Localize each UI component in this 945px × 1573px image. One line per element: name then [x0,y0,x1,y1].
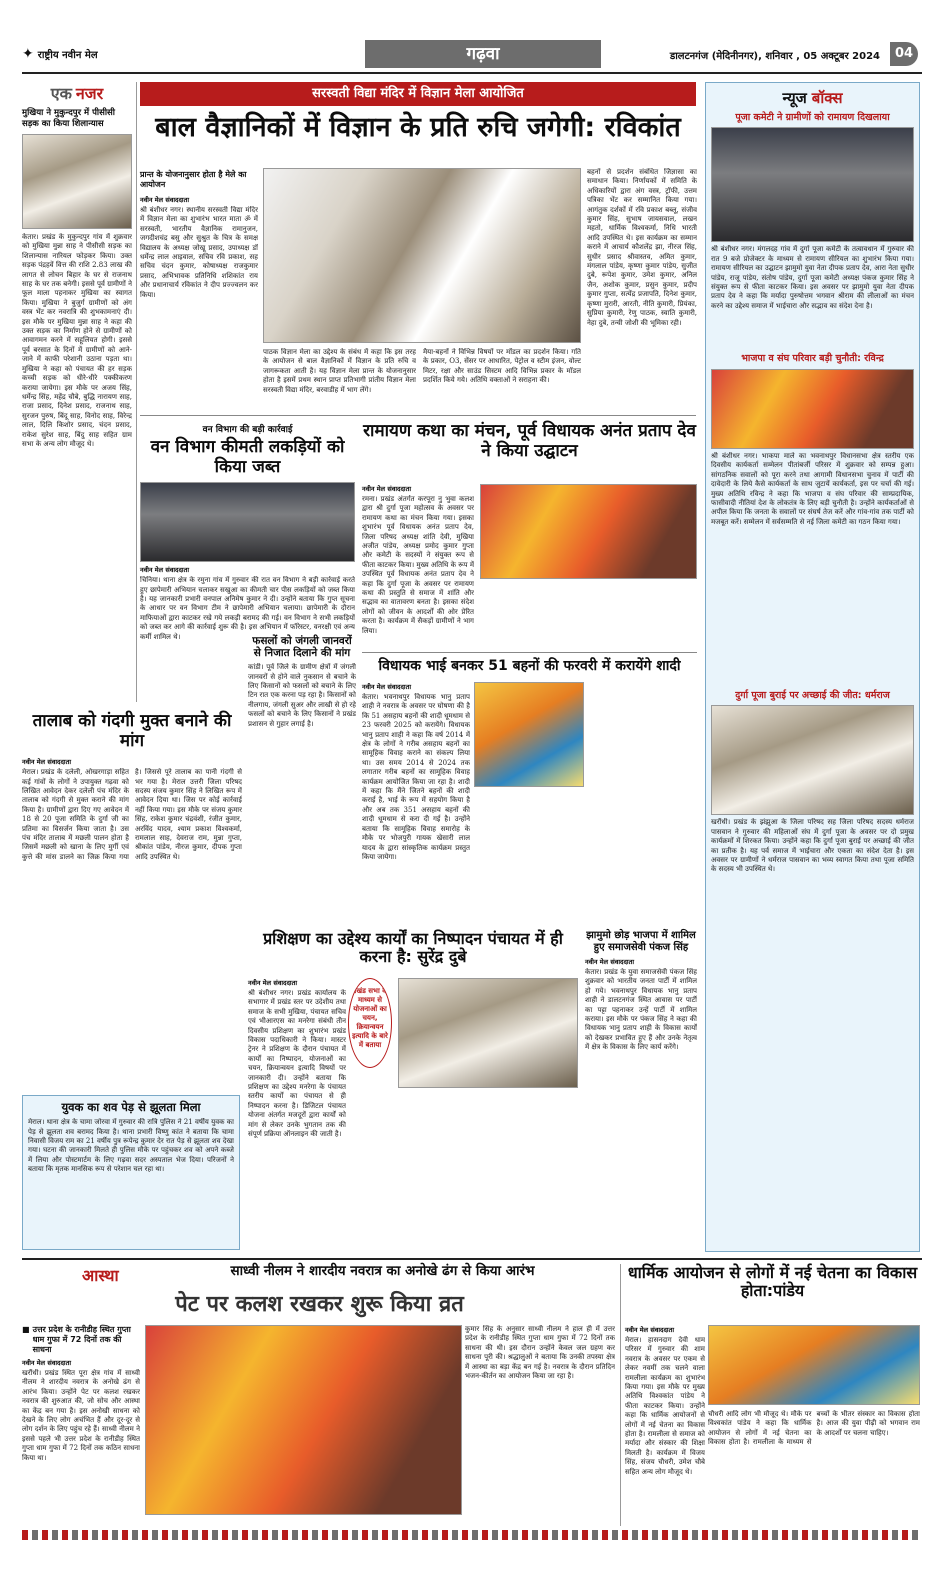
jmm-article [585,930,697,1250]
top-story-body-a: श्री बंशीधर नगर। स्थानीय सरस्वती विद्या मंदिर में विज्ञान मेला का शुभारंभ भारत माता ॐ में सरस्वती, भारतीय वैज्ञानिक रामानुजन, जगदीशचंद्र बसु और सुश्रुत के चित्र के समक्ष विद्यालय के अध्यक्ष जोखू प्रसाद, उपाध्यक्ष डॉ धर्मेन्द्र लाल आइवाल, सचिव रवि प्रकाश, सह सचिव चंदन कुमार, कोषाध्यक्ष राजकुमार प्रसाद, अभिभावक प्रतिनिधि शशिकांत राय और प्रधानाचार्य रविकांत ने दीप प्रज्ज्वलन कर किया। [140,206,258,299]
news-item1-photo [711,127,914,242]
suicide-body: मेराल। थाना क्षेत्र के चामा जोरवा में गुरुवार की रात्रि पुलिस ने 21 वर्षीय युवक का पेड़ से झूलता शव बरामद किया है। थाना प्रभारी विष्णु कांत ने बताया कि चामा निवासी विजय राम का 21 वर्षीय पुत्र रूपेन्द्र कुमार देर रात पेड़ से झूलता शव देखा गया। घटना की जानकारी मिलते ही पुलिस मौके पर पहुंचकर शव को अपने कब्जे में लिया और पोस्टमार्टम के लिए गढ़वा सदर अस्पताल भेज दिया। परिजनों ने बताया कि मृतक मानसिक रूप से परेशान चल रहा था। [28,1118,234,1174]
ramayan-photo [480,484,697,579]
aastha-body-2: कुमार सिंह के अनुसार साध्वी नीलम ने हाल ही में उत्तर प्रदेश के रानीडीह स्थित गुप्ता धाम गुफा में 72 दिनों तक साधना की थी। इस दौरान उन्होंने केवल जल ग्रहण कर साधना पूरी की। श्रद्धालुओं ने बताया कि उनकी तपस्या क्षेत्र में आस्था का बड़ा केंद्र बन गई है। नवरात्र के दौरान प्रतिदिन भजन-कीर्तन का आयोजन किया जा रहा है। [465,1325,615,1381]
page-number: 04 [890,42,918,66]
pond-byline: नवीन मेल संवाददाता [22,758,71,767]
wedding-body: केतार। भवनाथपुर विधायक भानु प्रताप शाही ने नवरात्र के अवसर पर घोषणा की है कि 51 असहाय बहनों की शादी धूमधाम से 23 फरवरी 2025 को करायेंगे। विधायक भानु प्रताप शाही ने कहा कि वर्ष 2014 में क्षेत्र के लोगों ने गरीब असहाय बहनों का सामूहिक विवाह कराने का संकल्प लिया था। उस समय 2014 से 2024 तक लगातार गरीब बहनों का सामूहिक विवाह कार्यक्रम आयोजित किया जा रहा है। शादी में कहा कि मैंने जितने बहनों की शादी कराई है, भाई के रूप में सहयोग किया है और अब तक 351 असहाय बहनों की शादी धूमधाम से करा दी गई है। उन्होंने बताया कि सामूहिक विवाह समारोह के मौके पर भोजपुरी गायक खेसारी लाल यादव के द्वारा सांस्कृतिक कार्यक्रम प्रस्तुत किया जायेगा। [362,693,470,861]
aastha-byline: नवीन मेल संवाददाता [22,1359,71,1367]
top-story-subhead-text: प्रान्त के योजनानुसार होता है मेले का आयोजन [140,170,247,189]
forest-photo [140,482,355,562]
news-box-panel [705,82,920,1252]
dateline: डालटनगंज (मेदिनीनगर), शनिवार , 05 अक्टूबर 2024 [669,51,880,62]
bottom-rule [22,1258,922,1260]
aastha-headline: पेट पर कलश रखकर शुरू किया व्रत [175,1292,464,1317]
ek-nazar-panel [22,82,132,707]
pond-headline: तालाब को गंदगी मुक्त बनाने की मांग [32,711,232,751]
forest-article [140,422,355,641]
square-bullet-icon: ■ [22,1325,30,1334]
top-story-body-d: बहनों से प्रदर्शन संबंधित जिज्ञासा का समाधान किया। निर्णायकों में समिति के अधिकारियों द्वारा अंग वस्त्र, ट्रॉफी, उत्तम पत्रिका भेंट कर सम्मानित किया गया। आगंतुक दर्शकों में रवि प्रकाश बब्लू, संजीव कुमार सिंह, सुभाष जायसवाल, लखन महतो, धार्मिक विश्वकर्मा, निधि भारती आदि उपस्थित थे। इस कार्यक्रम का सम्मान कराने में आचार्य कौशलेंद्र झा, नीरज सिंह, सुधीर प्रसाद श्रीवास्तव, अमित कुमार, मंगलाल पांडेय, कृष्णा कुमार पांडेय, सुजीत दुबे, रूपेश कुमार, उमेश कुमार, अनिल जैन, अशोक कुमार, प्रसुन कुमार, प्रदीप कुमार गुप्ता, सत्येंद्र प्रजापति, दिनेश कुमार, कृष्णा मुरारी, आरती, नीति कुमारी, प्रियंका, सुप्रिया कुमारी, रेणु पाठक, स्वाति कुमारी, नेहा दुबे, तन्वी जोशी की भूमिका रही। [587,168,697,327]
ek-nazar-heading [22,82,132,104]
brand-name: राष्ट्रीय नवीन मेल [37,50,98,61]
dharmik-body-2: चौधरी आदि लोग भी मौजूद थे। मौके पर विश्वकांत पांडेय ने कहा कि धार्मिक आयोजन से लोगों में नई चेतना का विकास होता है। रामलीला के माध्यम से बच्चों के भीतर संस्कार का विकास होता है। आज की युवा पीढ़ी को भगवान राम के आदर्शों पर चलना चाहिए। [708,1410,920,1447]
wedding-article [362,658,697,880]
aastha-kicker: साध्वी नीलम ने शारदीय नवरात्र का अनोखे ढंग से किया आरंभ [230,1263,535,1279]
aastha-sub-text: उत्तर प्रदेश के रानीडीह स्थित गुप्ता धाम गुफा में 72 दिनों तक की साधना [32,1325,131,1354]
training-headline: प्रशिक्षण का उद्देश्य कार्यों का निष्पादन पंचायत में ही करना है: सुरेंद्र दुबे [263,929,563,967]
dharmik-photo [708,1325,920,1405]
top-story-body-c: मैया-बहनों ने विभिन्न विषयों पर मॉडल का प्रदर्शन किया। गति के प्रकार, O3, सेंसर पर आधारित, पेट्रोल व स्टीम इंजन, वोल्ट मिटर, रक्षा और साउंड सिस्टम आदि विभिन्न प्रकार के मॉडल प्रदर्शित किये गये। अतिथि वक्ताओं ने सराहना की। [423,348,581,385]
training-article [248,930,578,1250]
training-text-col [248,978,346,1249]
forest-headline: वन विभाग कीमती लकड़ियों को किया जब्त [150,437,345,477]
ramayan-article [362,422,697,650]
top-story-subhead [140,170,258,442]
top-story-photo [263,168,581,343]
nazar-label: नजर [75,84,104,103]
news-item2-photo [711,369,914,449]
training-photo [398,978,578,1088]
wedding-text-col [362,682,470,878]
jmm-body: केतार। प्रखंड के युवा समाजसेवी पंकज सिंह शुक्रवार को भारतीय जनता पार्टी में शामिल हो गये। भवनाथपुर विधायक भानु प्रताप शाही ने डालटनगंज स्थित आवास पर पार्टी का पट्टा पहनाकर उन्हें पार्टी में शामिल कराया। इस मौके पर पंकज सिंह ने कहा की विधायक भानु प्रताप शाही के विकास कार्यों को देखकर प्रभावित हुए हैं और उनके नेतृत्व में क्षेत्र के विकास के लिए कार्य करेंगे। [585,968,697,1052]
news-item3-headline: दुर्गा पूजा बुराई पर अच्छाई की जीत: धर्मराज [735,689,890,701]
news-item1-headline: पूजा कमेटी ने ग्रामीणों को रामायण दिखलाया [735,112,890,123]
dharmik-headline: धार्मिक आयोजन से लोगों में नई चेतना का विकास होता:पांडेय [627,1263,918,1301]
box-label: बॉक्स [811,89,843,107]
jmm-headline: झामुमो छोड़ भाजपा में शामिल हुए समाजसेवी पंकज सिंह [586,930,696,953]
section-label: गढ़वा [365,40,601,68]
ek-nazar-body: केतार। प्रखंड के मुकुन्दपुर गांव में शुक्रवार को मुखिया मुन्ना साह ने पीसीसी सड़क का शिलान्यास नारियल फोड़कर किया। उक्त सड़क पंद्रहवें वित्त की राशि 2.83 लाख की लागत से लोचन बिहार के घर से राजनाथ साह के घर तक बनेगी। इससे पूर्व ग्रामीणों ने फूल माला पहनाकर मुखिया का स्वागत किया। मुखिया ने बुजुर्ग ग्रामीणों को अंग वस्त्र भेंट कर नवरात्रि की शुभकामनाएं दी। इस मौके पर मुखिया मुन्ना साह ने कहा की उक्त सड़क का निर्माण होने से ग्रामीणों को आवागमन करने में सहूलियत होगी। इससे पूर्व बरसात के दिनों में ग्रामीणों को आने-जाने में काफी परेशानी उठाना पड़ता था। मुखिया ने कहा को पंचायत की हर सड़क कच्ची सड़क को धीरे-धीरे पक्कीकरण कराया जायेगा। इस मौके पर अजय सिंह, धर्मेन्द्र सिंह, महेंद्र चौबे, बुद्धि नारायण साह, राजा प्रसाद, दिनेश प्रसाद, राजनाथ साह, सुरजन पुरुष, बिंदू साह, विनोद साह, विरेन्द्र लाल, दिलि किशोर प्रसाद, चंदन प्रसाद, राकेश सुरेश साह, बिंदु साह सहित ग्राम सभा के अन्य लोग मौजूद थे। [22,233,132,448]
fox-body: कांडी। पूर्व जिले के ग्रामीण क्षेत्रों में जंगली जानवरों से होने वाले नुकसान से बचाने के लिए किसानों को फसलों को बचाने के लिए टिन रात एक करना पड़ रहा है। किसानों को नीलगाय, जंगली सुअर और लाखी से हो रहे फसलों को बचाने के लिए किसानों ने प्रखंड प्रशासन से गुहार लगाई है। [248,663,356,728]
news-item3-photo [711,705,914,815]
ek-nazar-headline: मुखिया ने मुकुन्दपुर में पीसीसी सड़क का किया शिलान्यास [22,108,115,129]
news-box-heading [711,88,914,108]
aastha-label: आस्था [82,1266,119,1285]
news-item3-body: खरौंधी। प्रखंड के झंझुआ के जिला परिषद सह जिला परिषद सदस्य धर्मराज पासवान ने गुरुवार की महिलाओं संघ में दुर्गा पूजा के अवसर पर दो प्रमुख कार्यक्रमों में शिरकत किया। उन्होंने कहा कि दुर्गा पूजा बुराई पर अच्छाई की जीत का प्रतीक है। यह पर्व समाज में भाईचारा और एकता का संदेश देता है। इस अवसर पर ग्रामीणों ने धर्मराज पासवान का भव्य स्वागत किया तथा पूजा समिति के सदस्य भी उपस्थित थे। [711,818,914,874]
bird-icon: ✦ [22,46,34,62]
forest-kicker: वन विभाग की बड़ी कार्रवाई [202,425,293,435]
top-story-kicker: सरस्वती विद्या मंदिर में विज्ञान मेला आयोजित [140,82,696,106]
training-body: श्री बंशीधर नगर। प्रखंड कार्यालय के सभागार में प्रखंड स्तर पर उदेशीय तथा समाज के सभी मुखिया, पंचायत सचिव एवं भीआरएस का मनरेगा संबंधी तीन दिवसीय प्रशिक्षण का शुभारंभ प्रखंड विकास पदाधिकारी ने किया। मास्टर ट्रेनर ने प्रशिक्षण के दौरान पंचायत में कार्यों का निष्पादन, योजनाओं का चयन, क्रियान्वयन इत्यादि विषयों पर जानकारी दी। उन्होंने बताया कि प्रशिक्षण का उद्देश्य मनरेगा के पंचायत स्तरीय कार्यों का पंचायत से ही निष्पादन करना है। डिजिटल पंचायत योजना अंतर्गत मजदूरों द्वारा कार्यों को मांग से लेकर उनके भुगतान तक की संपूर्ण प्रक्रिया ऑनलाइन की जाती है। [248,989,346,1139]
ramayan-byline: नवीन मेल संवाददाता [362,485,411,493]
fox-article [248,635,356,785]
news-label: न्यूज [782,89,807,107]
aastha-sub [22,1325,140,1355]
top-story-headline: बाल वैज्ञानिकों में विज्ञान के प्रति रुचि जगेगी: रविकांत [155,112,681,143]
training-byline: नवीन मेल संवाददाता [248,979,297,987]
suicide-headline: युवक का शव पेड़ से झूलता मिला [61,1100,201,1114]
ramayan-rule [362,652,697,653]
wedding-photo [474,682,584,787]
forest-body: चिनिया। थाना क्षेत्र के रमुना गांव में गुरुवार की रात वन विभाग ने बड़ी कार्रवाई करते हुए छापेमारी अभियान चलाकर सखुआ का कीमती चार पीस लकड़ियों को जब्त किया है। यह जानकारी प्रभारी वनपाल अनिमेष कुमार ने दी। उन्होंने बताया कि गुप्त सूचना के आधार पर वन विभाग टीम ने छापेमारी अभियान चलाया। छापेमारी के दौरान माफियाओं द्वारा काटकर रखे गये लकड़ी बरामद की गई। वन विभाग ने सभी लकड़ियों को जब्त कर आगे की कार्रवाई शुरू की है। इस अभियान में फॉरेस्टर, वनरक्षी एवं अन्य कर्मी शामिल थे। [140,576,355,641]
dharmik-body: मेराल। हासनदाग देवी धाम परिसर में गुरुवार की शाम नवरात्र के अवसर पर एकम से लेकर नवमीं तक चलने वाला रामलीला कार्यक्रम का शुभारंभ किया गया। इस मौके पर मुख्य अतिथि विश्वकांत पांडेय ने फीता काटकर किया। उन्होंने कहा कि धार्मिक आयोजनों से लोगों में नई चेतना का विकास होता है। रामलीला से समाज को मर्यादा और संस्कार की शिक्षा मिलती है। कार्यक्रम में विजय सिंह, संजय चौधरी, उमेश चौबे सहित अन्य लोग मौजूद थे। [625,1336,705,1476]
wedding-byline: नवीन मेल संवाददाता [362,683,411,691]
fox-headline: फसलों को जंगली जानवरों से निजात दिलाने की मांग [252,635,352,660]
wedding-headline: विधायक भाई बनकर 51 बहनों की फरवरी में करायेंगे शादी [378,658,681,674]
suicide-box [22,1095,240,1250]
masthead-rule [22,72,922,74]
bottom-col-divider [620,1264,621,1526]
ek-label: एक [50,84,72,103]
ramayan-text-col [362,484,474,645]
pond-article [22,712,242,937]
ek-nazar-photo [22,134,132,229]
top-story-body-b: पाठक विज्ञान मेला का उद्देश्य के संबंध में कहा कि इस तरह के आयोजन से बाल वैज्ञानिकों में विज्ञान के प्रति रुचि व जागरूकता आती है। यह विज्ञान मेला प्रान्त के योजनानुसार होता है इसमें प्रथम स्थान प्राप्त प्रतिभागी प्रांतीय विज्ञान मेला सरस्वती विद्या मंदिर, बरवाडीह में भाग लेंगे। [263,348,416,394]
news-item1-body: श्री बंशीधर नगर। मंगलदह गांव में दुर्गा पूजा कमेटी के तत्वावधान में गुरुवार की रात 9 बजे प्रोजेक्टर के माध्यम से रामायण सीरियल का शुभारंभ किया गया। रामायण सीरियल का उद्घाटन झामुमो युवा नेता दीपक प्रताप देव, आरा नेता सुधीर पांडेय, राजू पांडेय, संतोष पांडेय, दुर्गा पूजा कमेटी अध्यक्ष पंकज कुमार सिंह ने संयुक्त रूप से फीता काटकर किया। इस अवसर पर झामुमो युवा नेता दीपक प्रताप देव ने कहा कि मर्यादा पुरुषोत्तम भगवान श्रीराम की लीलाओं का मंचन करने का उद्देश्य समाज में भाईचारा और सद्भाव का संदेश देना है। [711,245,914,310]
aastha-text-col [22,1325,140,1534]
ramayan-body: रमना। प्रखंड अंतर्गत करपूरा नु भुवा कलश द्वारा श्री दुर्गा पूजा महोत्सव के अवसर पर रामायण कथा का मंचन किया गया। इसका शुभारंभ पूर्व विधायक अनंत प्रताप देव, जिला परिषद अध्यक्ष शांति देवी, मुखिया अजीत पांडेय, अध्यक्ष प्रमोद कुमार गुप्ता और कमेटी के सदस्यों ने संयुक्त रूप से फीता काटकर किया। मुख्य अतिथि के रूप में उपस्थित पूर्व विधायक अनंत प्रताप देव ने कहा कि दुर्गा पूजा के अवसर पर रामायण कथा की प्रस्तुति से समाज में शांति और सद्भाव का वातावरण बनता है। इसका संदेश लोगों को जीवन के आदर्शों की ओर प्रेरित करता है। कार्यक्रम में सैकड़ों ग्रामीणों ने भाग लिया। [362,495,474,635]
training-callout: प्रखंड सभा के माध्यम से योजनाओं का चयन, क्रियान्वयन इत्यादि के बारे में बताया [348,978,392,1068]
aastha-photo [145,1325,462,1515]
pond-body: मेराल। प्रखंड के दलेली, ओखरगाड़ा सहित कई गांवों के लोगों ने उपायुक्त गढ़वा को लिखित आवेदन देकर दलेली पंच मंदिर के तालाब को गंदगी से मुक्त कराने की मांग किया है। ग्रामीणों द्वारा दिए गए आवेदन में 18 से 20 पूजा समिति के दुर्गा जी का प्रतिमा का विसर्जन किया जाता है। उस पंच मंदिर तालाब में मछली पालन होता है जिसमें मछली को खाना के लिए मुर्गी एवं कुत्ते की मांस डालने का जिक्र किया गया है। जिससे पूरे तालाब का पानी गंदगी से भर गया है। मेराल उत्तरी जिला परिषद सदस्य संजय कुमार सिंह ने लिखित रूप में आवेदन दिया था। जिस पर कोई कार्रवाई नहीं किया गया। इस मौके पर संजय कुमार सिंह, राकेश कुमार चंद्रवंशी, रंजीत कुमार, अरविंद यादव, श्याम प्रकाश विश्वकर्मा, रामलाल साह, देवराज राम, मुन्ना गुप्ता, श्रीकांत पांडेय, नीरज कुमार, दीपक गुप्ता आदि उपस्थित थे। [22,768,242,861]
aastha-body: खरौंधी। प्रखंड स्थित पूरा क्षेत्र गांव में साध्वी नीलम ने शारदीय नवरात्र के अनोखे ढंग से आरंभ किया। उन्होंने पेट पर कलश रखकर नवरात्र की शुरुआत की, जो सोच और आस्था का केंद्र बन गया है। इस अनोखी साधना को देखने के लिए लोग अचंभित हैं और दूर-दूर से लोग दर्शन के लिए पहुंच रहे हैं। साध्वी नीलम ने इससे पहले भी उत्तर प्रदेश के रानीडीह स्थित गुप्ता धाम गुफा में 72 दिनों तक कठिन साधना किया था। [22,1369,140,1462]
brand-logo [22,42,142,66]
masthead [22,38,922,70]
top-story-rule [140,415,696,416]
news-item2-body: श्री बंशीधर नगर। भाकपा माले का भवनाथपुर विधानसभा क्षेत्र स्तरीय एक दिवसीय कार्यकर्ता सम्मेलन पीतांबर्जी परिसर में शुक्रवार को सम्पन्न हुआ। सांगठनिक सवालों को पूरा करने तथा आगामी विधानसभा चुनाव में पार्टी की दावेदारी के लिये कैसे कार्यकर्ता के साथ जुटायें कार्यकर्ता, इस पर चर्चा की गई। मुख्य अतिथि रविन्द्र ने कहा कि भाजपा व संघ परिवार की साम्प्रदायिक, फासीवादी नीतियां देश के लोकतंत्र के लिए बड़ी चुनौती है। उन्होंने कार्यकर्ताओं से अपील किया कि जनता के सवालों पर संघर्ष तेज करें और गांव-गांव तक पार्टी को मजबूत करें। सम्मेलन में सर्वसम्मति से नई जिला कमेटी का गठन किया गया। [711,451,914,526]
jmm-byline: नवीन मेल संवाददाता [585,958,634,966]
dharmik-text-col [625,1325,705,1526]
top-story-byline: नवीन मेल संवाददाता [140,196,189,204]
ramayan-headline: रामायण कथा का मंचन, पूर्व विधायक अनंत प्रताप देव ने किया उद्घाटन [363,421,696,461]
news-item2-headline: भाजपा व संघ परिवार बड़ी चुनौती: रविन्द्र [741,353,884,365]
dharmik-byline: नवीन मेल संवाददाता [625,1326,674,1334]
footer-ornament [22,1530,922,1540]
forest-byline: नवीन मेल संवाददाता [140,566,189,575]
col-divider-1 [136,82,137,702]
